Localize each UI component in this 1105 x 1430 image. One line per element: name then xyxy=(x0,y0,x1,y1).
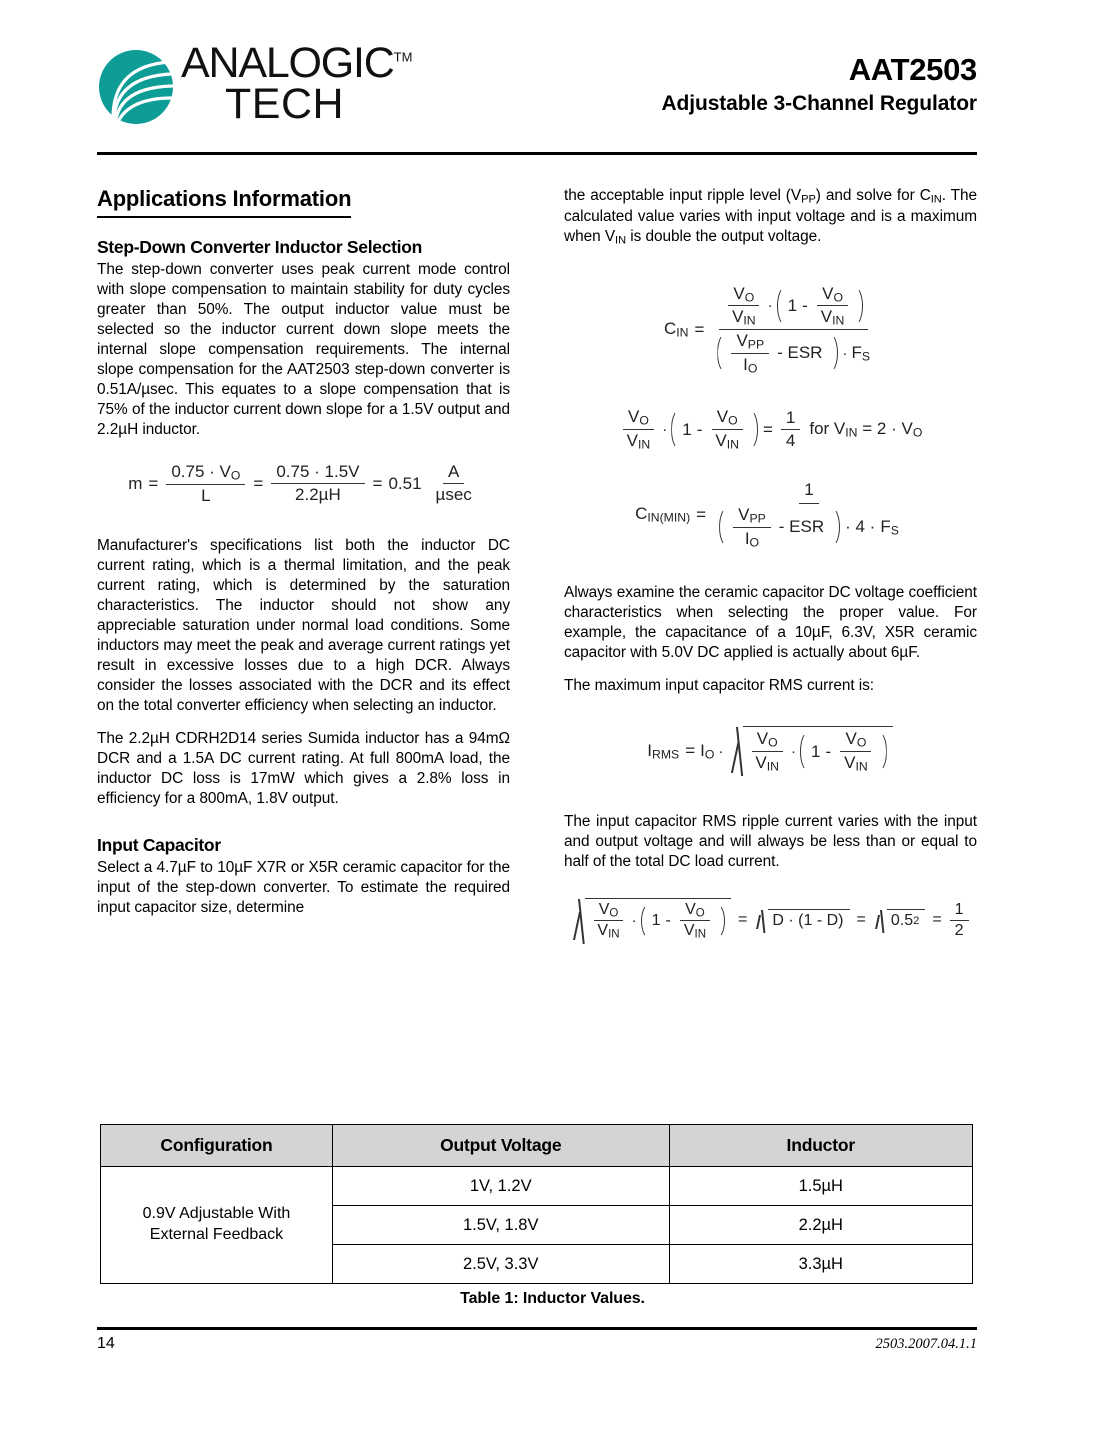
logo-line-tech: TECH xyxy=(225,79,345,128)
equation-cin xyxy=(564,284,977,376)
paragraph-ripple-level: the acceptable input ripple level $(V_{PP})$ and solve for $C_{IN}$. The calculated value varies with input voltage and is a maximum when $V_{IN}$ is double the output voltage. xyxy=(564,187,978,247)
equation-duty-sqrt xyxy=(564,898,977,943)
eq-cin-lhs: $C_{IN}$ xyxy=(663,319,689,340)
eq-duty-half-num: 1 xyxy=(950,901,969,921)
eq-irms-vo-2: $V_O$ xyxy=(840,729,871,752)
cell-configuration xyxy=(101,1167,333,1284)
header-title-block xyxy=(661,52,977,116)
table-header-row xyxy=(101,1125,973,1167)
eq-q-vo-1: $V_O$ xyxy=(623,407,654,430)
eq-cinmin-esr: - ESR xyxy=(778,517,825,537)
analogic-tech-logo-icon xyxy=(97,48,175,126)
eq-cin-vpp-io xyxy=(731,331,769,375)
eq-cin-den-paren-right xyxy=(827,331,838,375)
eq-cinmin-paren-right xyxy=(829,505,840,549)
eq-m-numerator-1: $0.75 \cdot V_O$ xyxy=(166,462,245,485)
inductor-values-table xyxy=(100,1124,973,1284)
eq-m-lhs: m xyxy=(128,473,143,493)
eq-m-fraction-1 xyxy=(166,462,245,506)
eq-cin-den-paren-left xyxy=(717,331,728,375)
heading-inductor-selection: Step-Down Converter Inductor Selection xyxy=(97,237,423,257)
eq-irms-paren-left xyxy=(800,729,811,773)
eq-cin-vo-2: $V_O$ xyxy=(817,284,848,307)
eq-cin-dot: · xyxy=(767,297,773,315)
eq-cin-numerator xyxy=(719,284,868,330)
eq-irms-dot-2: · xyxy=(790,743,796,760)
cell-output-voltage-3: 2.5V, 3.3V xyxy=(332,1245,669,1284)
config-line-1: 0.9V Adjustable With xyxy=(142,1205,291,1223)
logo-line-analogic: ANALOGIC™ xyxy=(181,39,413,87)
eq-cin-paren-right xyxy=(852,284,863,328)
eq-q-paren-group xyxy=(671,407,758,451)
paragraph-max-rms-current: The maximum input capacitor RMS current is: xyxy=(564,677,875,695)
eq-duty-one: 1 xyxy=(651,911,661,929)
trademark-symbol: TM xyxy=(393,49,413,65)
cell-inductor-2: 2.2µH xyxy=(669,1206,972,1245)
eq-q-paren-right xyxy=(747,407,758,451)
eq-m-denominator-1: L xyxy=(201,485,211,505)
eq-irms-vin-2: $V_{IN}$ xyxy=(844,753,868,774)
eq-m-numerator-2: 0.75 · 1.5V xyxy=(271,462,364,484)
eq-cinmin-main-fraction xyxy=(714,480,904,549)
eq-irms-io: $I_O$ xyxy=(700,740,715,762)
eq-duty-vo-vin-2 xyxy=(679,901,711,941)
eq-m-result: 0.51 xyxy=(388,473,422,493)
eq-duty-vin-1: $V_{IN}$ xyxy=(597,922,620,941)
eq-duty-radicand-3: 0.5 2 xyxy=(887,909,925,932)
header-divider xyxy=(97,152,977,155)
footer-divider xyxy=(97,1327,977,1330)
page-title: Applications Information xyxy=(97,186,351,218)
eq-m-unit-fraction xyxy=(431,462,477,505)
eq-irms-radicand xyxy=(743,726,892,775)
right-column xyxy=(564,186,977,943)
eq-cin-one: 1 xyxy=(787,295,798,315)
eq-duty-radical-icon-1 xyxy=(571,898,585,943)
eq-duty-radical-icon-3 xyxy=(873,909,887,932)
eq-cin-paren-left xyxy=(777,284,788,328)
eq-irms-vo-1: $V_O$ xyxy=(752,729,783,752)
eq-irms-vo-vin-1 xyxy=(750,729,784,773)
cell-inductor-3: 3.3µH xyxy=(669,1245,972,1284)
column-header-inductor: Inductor xyxy=(669,1125,972,1167)
eq-q-one: 1 xyxy=(682,419,692,439)
eq-q-paren-left xyxy=(671,407,682,451)
column-header-output-voltage: Output Voltage xyxy=(332,1125,669,1167)
eq-cinmin-paren-left xyxy=(719,505,730,549)
eq-duty-vo-1: $V_O$ xyxy=(594,901,624,922)
page-footer xyxy=(97,1335,977,1353)
eq-cinmin-lhs: $C_{IN(MIN)}$ xyxy=(635,504,691,525)
eq-cin-den-paren-group xyxy=(717,331,838,375)
eq-duty-vo-2: $V_O$ xyxy=(680,901,710,922)
equation-slope-m xyxy=(97,462,510,506)
eq-m-denominator-2: 2.2µH xyxy=(295,485,341,505)
eq-cin-io: $I_O$ xyxy=(743,354,758,376)
page-number: 14 xyxy=(97,1335,115,1352)
eq-cin-fs: $F_S$ xyxy=(851,342,871,364)
eq-q-quarter-fraction xyxy=(781,408,800,451)
config-line-2: External Feedback xyxy=(149,1226,284,1243)
eq-cin-vo-1: $V_O$ xyxy=(728,284,759,307)
eq-duty-paren-left xyxy=(641,901,652,941)
eq-irms-vo-vin-2 xyxy=(839,729,873,773)
eq-cin-equals: = xyxy=(694,319,705,339)
eq-cinmin-fs: $F_S$ xyxy=(880,516,899,538)
eq-m-equals-1: = xyxy=(148,473,159,493)
eq-q-vo-2: $V_O$ xyxy=(712,407,743,430)
eq-duty-paren-group xyxy=(641,901,725,941)
eq-irms-vin-1: $V_{IN}$ xyxy=(755,753,779,774)
eq-duty-sqrt-3 xyxy=(873,909,925,932)
eq-q-minus: - xyxy=(696,419,703,439)
part-subtitle: Adjustable 3-Channel Regulator xyxy=(661,91,977,115)
table-row xyxy=(101,1167,973,1206)
eq-q-equals: = xyxy=(762,419,773,439)
eq-m-unit-numerator: A xyxy=(443,462,464,484)
eq-cinmin-io: $I_O$ xyxy=(744,528,760,550)
eq-q-for-text: for $V_{IN} = 2 \cdot V_O$ xyxy=(809,419,923,441)
paragraph-manufacturer-specs: Manufacturer's specifications list both the inductor DC current rating, which is a thermal limitation, and the peak current rating, which is determined by the saturation characteristics. The inductor should not show any appreciable saturation under normal load conditions. Some inductors may meet the peak and average current ratings yet result in excessive losses due to a high DCR. Always consider the losses associated with the DCR and its effect on the total converter efficiency when selecting an inductor. xyxy=(97,536,510,714)
eq-duty-half-den: 2 xyxy=(954,921,964,939)
cell-output-voltage-1: 1V, 1.2V xyxy=(332,1167,669,1206)
equation-cin-min xyxy=(564,480,977,549)
paragraph-sumida-inductor: The 2.2µH CDRH2D14 series Sumida inductor has a 94mΩ DCR and a 1.5A DC current rating. At full 800mA load, the inductor DC loss is 17mW which gives a 2.8% loss in efficiency for a 800mA, 1.8V output. xyxy=(97,729,510,808)
eq-cin-dot-2: · xyxy=(842,344,848,362)
eq-irms-lhs: $I_{RMS}$ xyxy=(647,740,680,762)
eq-cin-vo-vin-1 xyxy=(727,284,761,328)
eq-cin-vo-vin-2 xyxy=(816,284,850,328)
eq-cin-vpp: $V_{PP}$ xyxy=(731,331,769,354)
eq-duty-dot: · xyxy=(631,912,637,930)
eq-m-fraction-2 xyxy=(271,462,364,505)
table-caption: Table 1: Inductor Values. xyxy=(460,1290,645,1307)
eq-duty-equals-3: = xyxy=(932,911,942,929)
eq-irms-dot-1: · xyxy=(718,742,724,760)
eq-m-equals-3: = xyxy=(372,473,383,493)
eq-q-vo-vin-1 xyxy=(622,407,656,451)
paragraph-input-capacitor: Select a 4.7µF to 10µF X7R or X5R ceramic capacitor for the input of the step-down converter. To estimate the required input capacitor size, determine xyxy=(97,859,510,917)
cell-output-voltage-2: 1.5V, 1.8V xyxy=(332,1206,669,1245)
eq-cin-vin-1: $V_{IN}$ xyxy=(732,307,756,329)
eq-duty-vo-vin-1 xyxy=(592,901,624,941)
eq-cinmin-vpp: $V_{PP}$ xyxy=(733,505,771,528)
eq-duty-vin-2: $V_{IN}$ xyxy=(683,922,707,941)
eq-duty-radical-icon-2 xyxy=(754,909,768,932)
eq-irms-minus: - xyxy=(825,741,832,761)
eq-duty-minus: - xyxy=(665,911,671,929)
part-number: AAT2503 xyxy=(848,52,977,87)
left-column xyxy=(97,186,510,931)
eq-irms-sqrt xyxy=(729,726,892,775)
eq-duty-sqrt-2 xyxy=(754,909,849,932)
heading-input-capacitor: Input Capacitor xyxy=(97,835,221,856)
eq-cinmin-times-four: · 4 · xyxy=(845,517,876,537)
eq-q-vo-vin-2 xyxy=(710,407,744,451)
eq-irms-one: 1 xyxy=(810,741,821,761)
eq-cin-denominator xyxy=(712,330,875,375)
eq-cinmin-denominator xyxy=(714,504,904,549)
column-header-configuration: Configuration xyxy=(101,1125,333,1167)
eq-cin-minus: - xyxy=(802,295,808,315)
document-code: 2503.2007.04.1.1 xyxy=(875,1336,977,1352)
paragraph-rms-ripple-varies: The input capacitor RMS ripple current varies with the input and output voltage and will always be less than or equal to half of the total DC load current. xyxy=(564,812,977,870)
equation-quarter xyxy=(564,407,977,451)
eq-m-unit-denominator: µsec xyxy=(435,485,472,505)
equation-irms xyxy=(564,726,977,775)
eq-irms-radical-icon xyxy=(729,726,743,775)
eq-m-equals-2: = xyxy=(253,473,264,493)
eq-cinmin-equals: = xyxy=(696,504,707,524)
eq-irms-equals: = xyxy=(685,741,696,760)
cell-inductor-1: 1.5µH xyxy=(669,1167,972,1206)
eq-cinmin-paren-group xyxy=(719,505,840,549)
eq-cin-paren-group xyxy=(777,284,864,328)
eq-duty-paren-right xyxy=(714,901,725,941)
eq-cin-esr: - ESR xyxy=(777,343,823,363)
paragraph-ceramic-cap-dc-coeff: Always examine the ceramic capacitor DC voltage coefficient characteristics when selecting the proper value. For example, the capacitance of a 10µF, 6.3V, X5R ceramic capacitor with 5.0V DC applied is actually about 6µF. xyxy=(564,584,977,662)
eq-q-quarter-den: 4 xyxy=(785,431,796,451)
eq-duty-radicand-1 xyxy=(585,898,731,943)
eq-cinmin-numerator: 1 xyxy=(799,480,818,504)
eq-cinmin-vpp-io xyxy=(733,505,771,549)
logo-wordmark xyxy=(181,39,413,128)
eq-duty-radicand-2: D · (1 - D) xyxy=(768,909,849,932)
eq-q-vin-1: $V_{IN}$ xyxy=(626,431,651,452)
eq-irms-paren-group xyxy=(800,729,887,773)
eq-q-vin-2: $V_{IN}$ xyxy=(715,431,739,452)
eq-duty-equals-2: = xyxy=(856,911,866,929)
inductor-values-table-wrapper xyxy=(100,1124,973,1284)
eq-q-dot: · xyxy=(662,421,668,439)
eq-cin-main-fraction xyxy=(712,284,875,376)
paragraph-inductor-selection: The step-down converter uses peak current mode control with slope compensation to maintain stability for duty cycles greater than 50%. The output inductor value must be selected so the inductor current down slope meets the internal slope compensation requirements. The internal slope compensation for the AAT2503 step-down converter is 0.51A/µsec. This equates to a slope compensation that is 75% of the inductor current down slope for a 1.5V output and 2.2µH inductor. xyxy=(97,261,510,439)
eq-cin-vin-2: $V_{IN}$ xyxy=(820,307,845,329)
company-logo xyxy=(97,39,413,128)
eq-duty-half-fraction xyxy=(950,901,969,940)
page-header xyxy=(97,40,977,150)
eq-q-quarter-num: 1 xyxy=(781,408,800,430)
eq-duty-equals-1: = xyxy=(738,911,748,929)
eq-duty-sqrt-1 xyxy=(571,898,731,943)
eq-irms-paren-right xyxy=(876,729,887,773)
